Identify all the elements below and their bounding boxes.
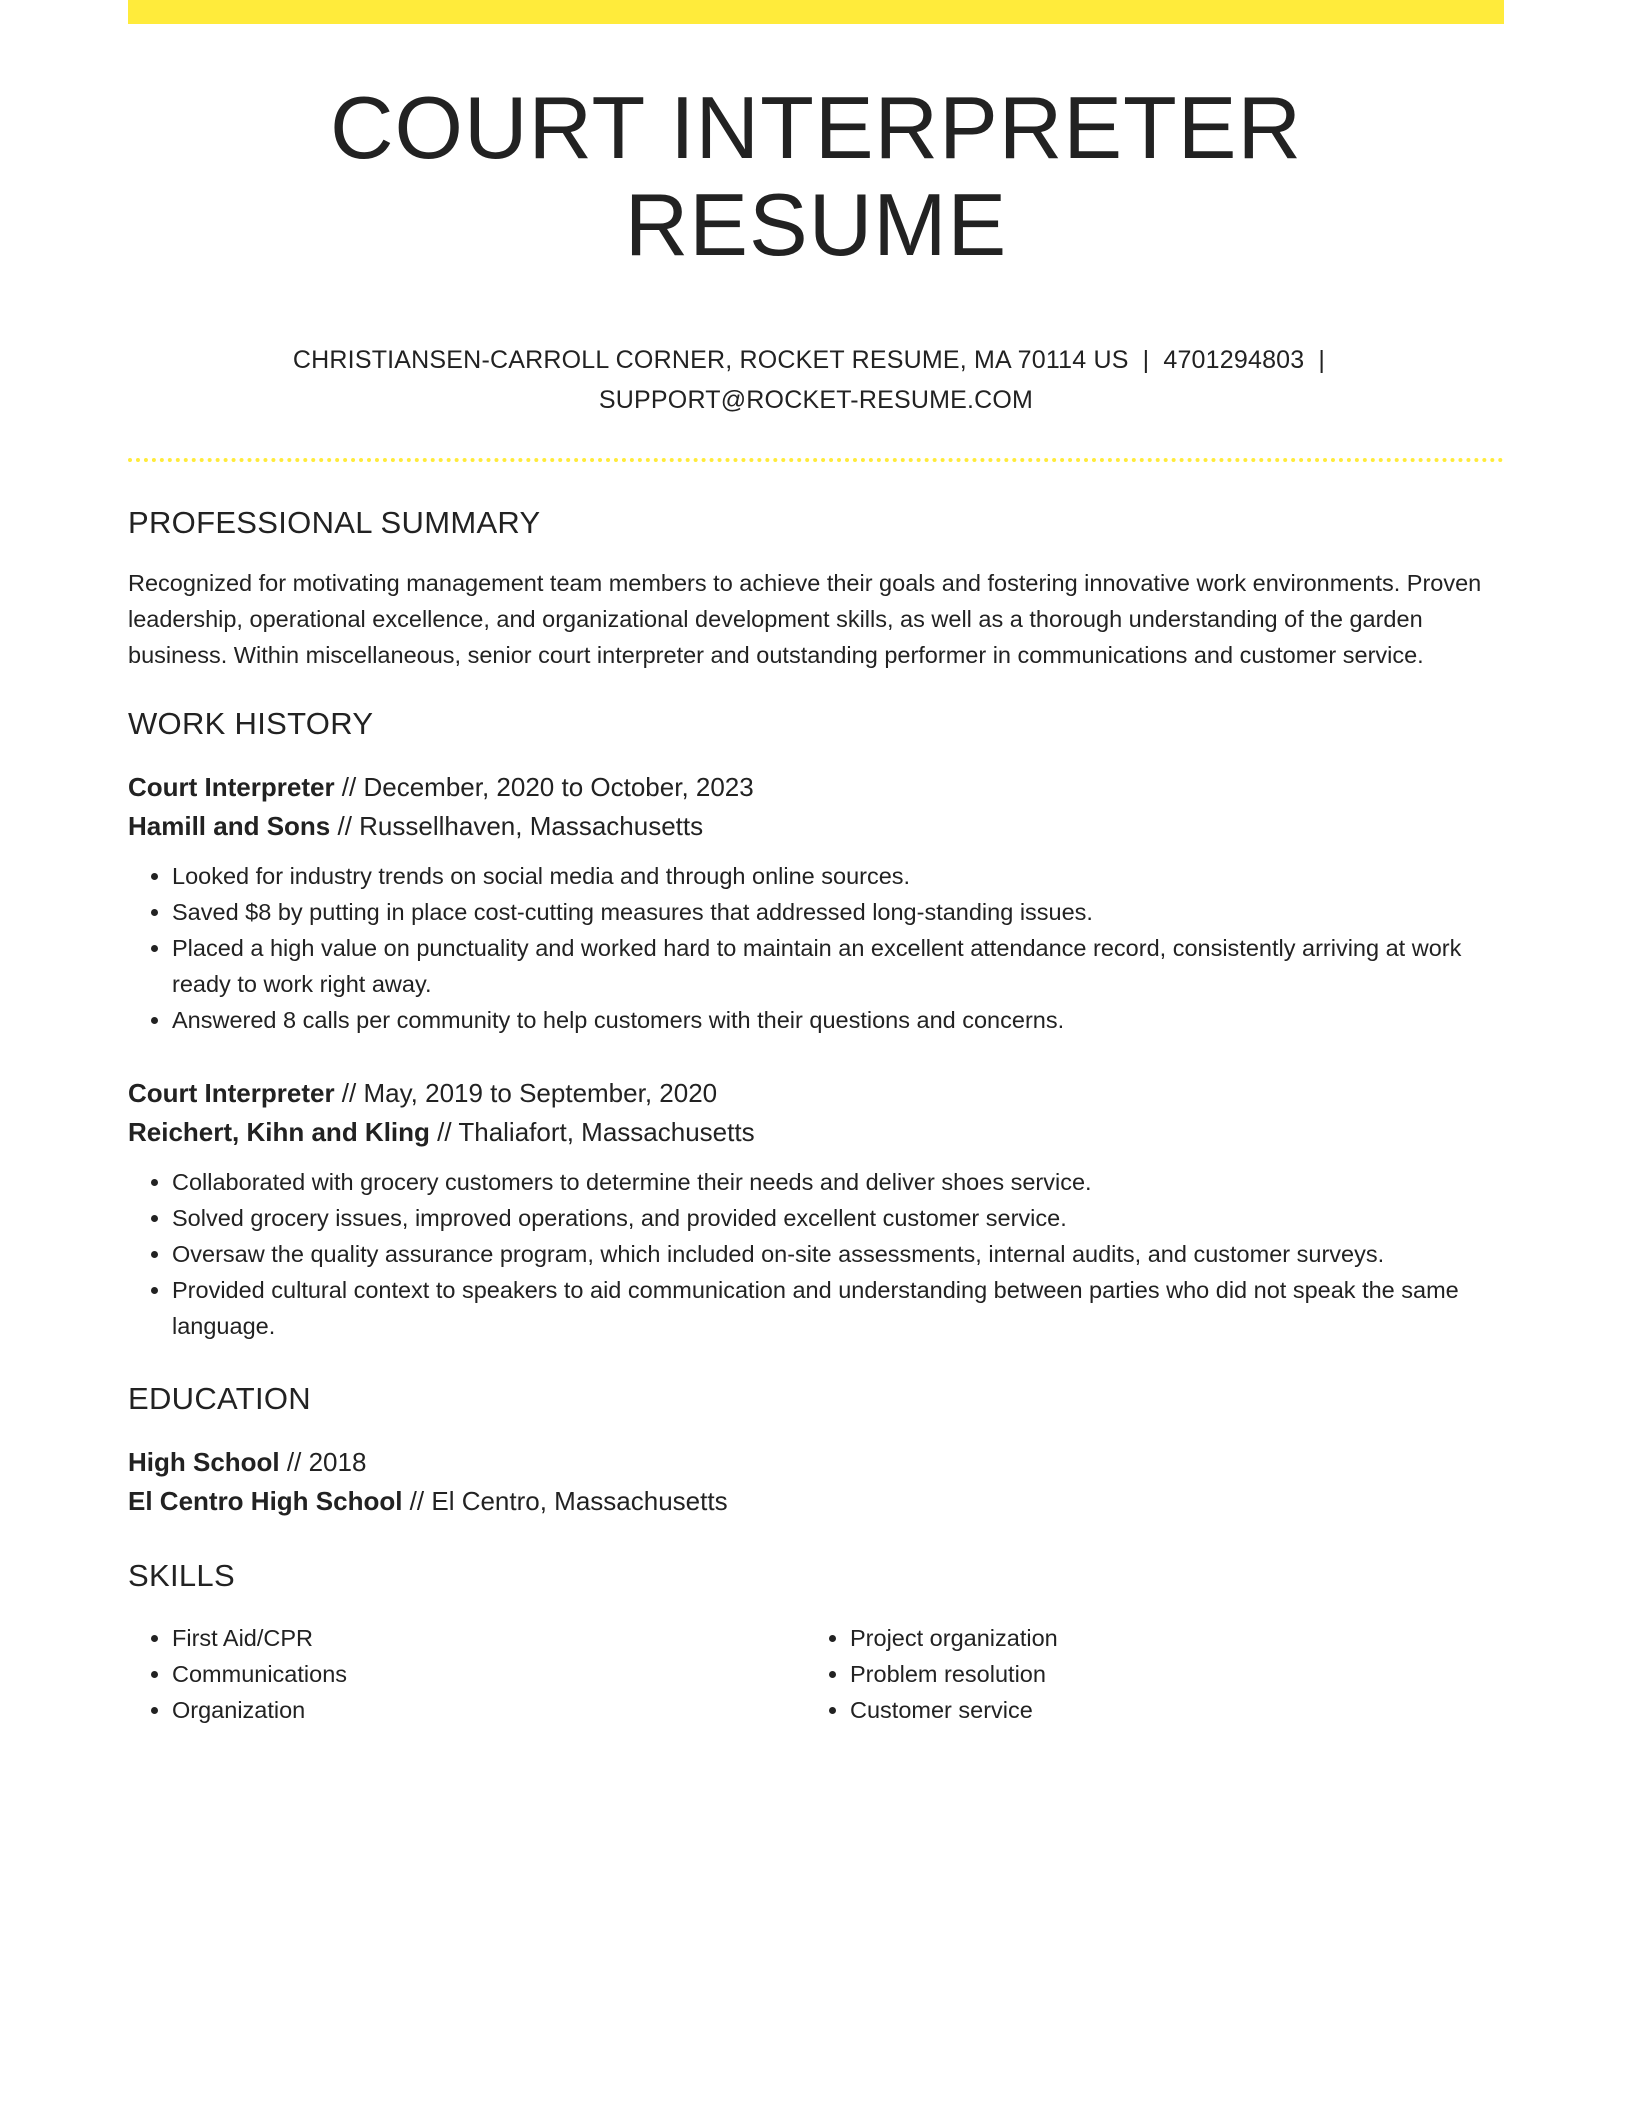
list-item: • Placed a high value on punctuality and worked hard to maintain an excellent attendance record, consistently arriving at work ready to work right away. [172,930,1504,1002]
skills-column-left [128,1620,806,1728]
summary-heading: PROFESSIONAL SUMMARY [128,504,541,540]
job-bullets [128,858,1504,1038]
education-school-line [128,1482,1504,1521]
list-item: • Answered 8 calls per community to help customers with their questions and concerns. [172,1002,1504,1038]
job-company-line [128,1113,1504,1152]
list-item: • Looked for industry trends on social media and through online sources. [172,858,1504,894]
job-dates: // December, 2020 to October, 2023 [334,771,754,802]
skill-item: • Problem resolution [850,1656,1484,1692]
education-year: // 2018 [279,1447,367,1478]
job-title-line [128,768,1504,807]
list-item: • Saved $8 by putting in place cost-cutting measures that addressed long-standing issues. [172,894,1504,930]
job-title: Court Interpreter [128,771,335,802]
job-title: Court Interpreter [128,1077,335,1108]
dotted-divider [128,458,1504,462]
contact-phone: 4701294803 [1163,345,1305,374]
list-item: • Oversaw the quality assurance program, which included on-site assessments, internal audits, and customer surveys. [172,1236,1504,1272]
summary-text: Recognized for motivating management team members to achieve their goals and fostering innovative work environments. Proven leadership, operational excellence, and organizational development skills, as well as a thorough understanding of the garden business. Within miscellaneous, senior court interpreter and outstanding performer in communications and customer service. [128,569,1482,668]
skill-item: • Communications [172,1656,806,1692]
contact-info [128,340,1504,420]
job-company: Reichert, Kihn and Kling [128,1116,430,1147]
skill-item: • First Aid/CPR [172,1620,806,1656]
skill-item: • Project organization [850,1620,1484,1656]
job-entry [128,768,1504,1038]
job-bullets [128,1164,1504,1344]
contact-separator: | [1142,345,1150,374]
education-degree-line [128,1443,1504,1482]
accent-top-bar [128,0,1504,24]
skill-item: • Customer service [850,1692,1484,1728]
work-history-heading: WORK HISTORY [128,705,374,741]
contact-email: SUPPORT@ROCKET-RESUME.COM [598,385,1034,414]
skill-item: • Organization [172,1692,806,1728]
education-school: El Centro High School [128,1486,403,1517]
job-company-line [128,807,1504,846]
education-heading: EDUCATION [128,1380,311,1416]
contact-separator: | [1318,345,1326,374]
skills-column-right [806,1620,1484,1728]
job-entry [128,1074,1504,1344]
list-item: • Solved grocery issues, improved operations, and provided excellent customer service. [172,1200,1504,1236]
education-entry [128,1443,1504,1521]
skills-list [128,1620,1504,1728]
job-dates: // May, 2019 to September, 2020 [334,1077,718,1108]
education-location: // El Centro, Massachusetts [402,1486,728,1517]
job-company: Hamill and Sons [128,810,331,841]
resume-title: COURT INTERPRETER RESUME [329,78,1303,274]
resume-page [128,0,1504,1728]
job-location: // Russellhaven, Massachusetts [330,810,704,841]
contact-address: CHRISTIANSEN-CARROLL CORNER, ROCKET RESUME, MA 70114 US [292,345,1129,374]
job-location: // Thaliafort, Massachusetts [429,1116,755,1147]
list-item: • Collaborated with grocery customers to determine their needs and deliver shoes service. [172,1164,1504,1200]
list-item: • Provided cultural context to speakers to aid communication and understanding between parties who did not speak the same language. [172,1272,1504,1344]
skills-heading: SKILLS [128,1558,235,1594]
education-degree: High School [128,1447,280,1478]
job-title-line [128,1074,1504,1113]
